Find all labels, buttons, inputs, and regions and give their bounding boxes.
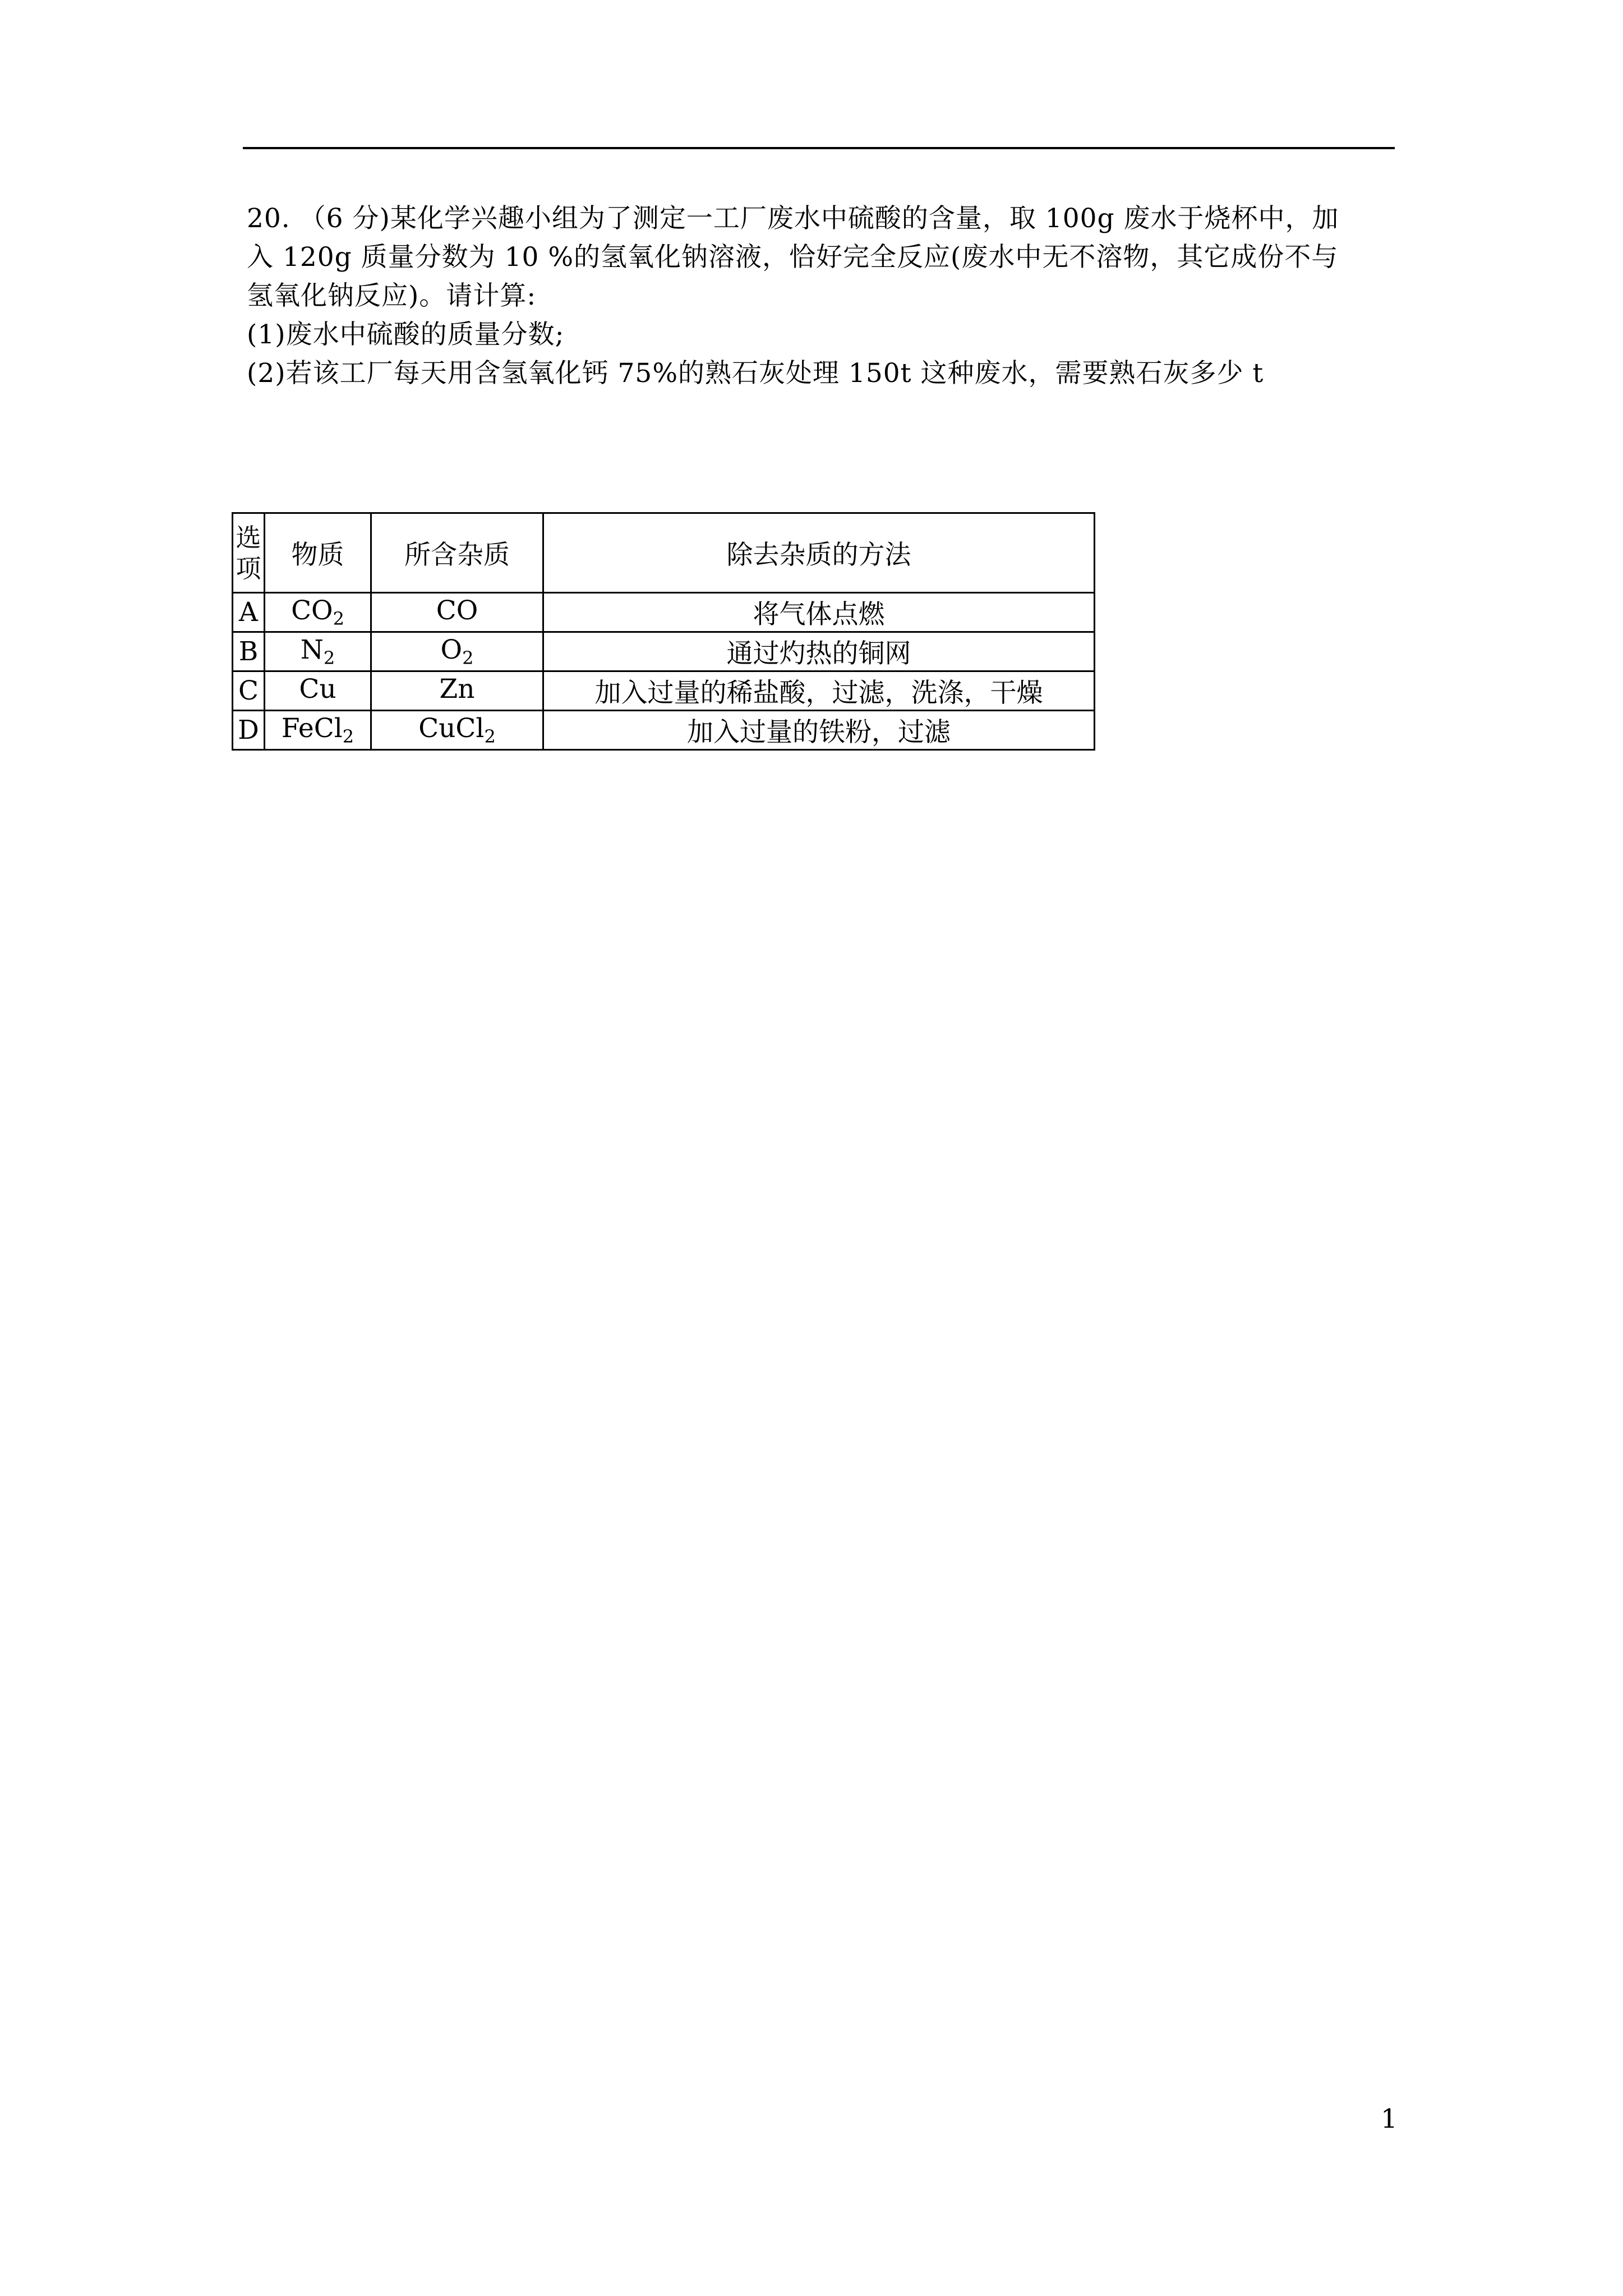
option-label: B bbox=[233, 632, 265, 671]
problem-20 bbox=[247, 199, 1402, 393]
impurity-cell: Zn bbox=[371, 671, 543, 711]
table-row bbox=[233, 711, 1095, 750]
method-cell: 加入过量的铁粉，过滤 bbox=[543, 711, 1095, 750]
impurity-cell: CO bbox=[371, 593, 543, 632]
page-number: 1 bbox=[1381, 2104, 1398, 2134]
problem-line: 20. （6 分)某化学兴趣小组为了测定一工厂废水中硫酸的含量，取 100g 废水于烧杯中，加 bbox=[247, 203, 1339, 234]
option-label: A bbox=[233, 593, 265, 632]
impurity-cell: $O_2$ bbox=[371, 632, 543, 671]
option-label: C bbox=[233, 671, 265, 711]
header-method: 除去杂质的方法 bbox=[543, 513, 1095, 593]
substance-cell: FeCl$_2$ bbox=[265, 711, 371, 750]
table-row bbox=[233, 593, 1095, 632]
header-impurity: 所含杂质 bbox=[371, 513, 543, 593]
table-row bbox=[233, 632, 1095, 671]
header-substance: 物质 bbox=[265, 513, 371, 593]
substance-cell: Cu bbox=[265, 671, 371, 711]
substance-cell: $N_2$ bbox=[265, 632, 371, 671]
question-1: (1)废水中硫酸的质量分数; bbox=[247, 319, 565, 350]
table-header-row bbox=[233, 513, 1095, 593]
question-2: (2)若该工厂每天用含氢氧化钙 75%的熟石灰处理 150t 这种废水，需要熟石灰多少 t bbox=[247, 358, 1264, 389]
method-cell: 加入过量的稀盐酸，过滤，洗涤，干燥 bbox=[543, 671, 1095, 711]
method-cell: 将气体点燃 bbox=[543, 593, 1095, 632]
header-rule bbox=[243, 147, 1395, 149]
table-row bbox=[233, 671, 1095, 711]
substance-cell: $CO_2$ bbox=[265, 593, 371, 632]
problem-line: 氢氧化钠反应)。请计算: bbox=[247, 280, 537, 311]
option-label: D bbox=[233, 711, 265, 750]
impurity-cell: CuCl$_2$ bbox=[371, 711, 543, 750]
impurity-removal-table bbox=[232, 512, 1095, 751]
problem-line: 入 120g 质量分数为 10 %的氢氧化钠溶液，恰好完全反应(废水中无不溶物，其它成份不与 bbox=[247, 242, 1339, 273]
header-option: 选项 bbox=[233, 513, 265, 593]
method-cell: 通过灼热的铜网 bbox=[543, 632, 1095, 671]
